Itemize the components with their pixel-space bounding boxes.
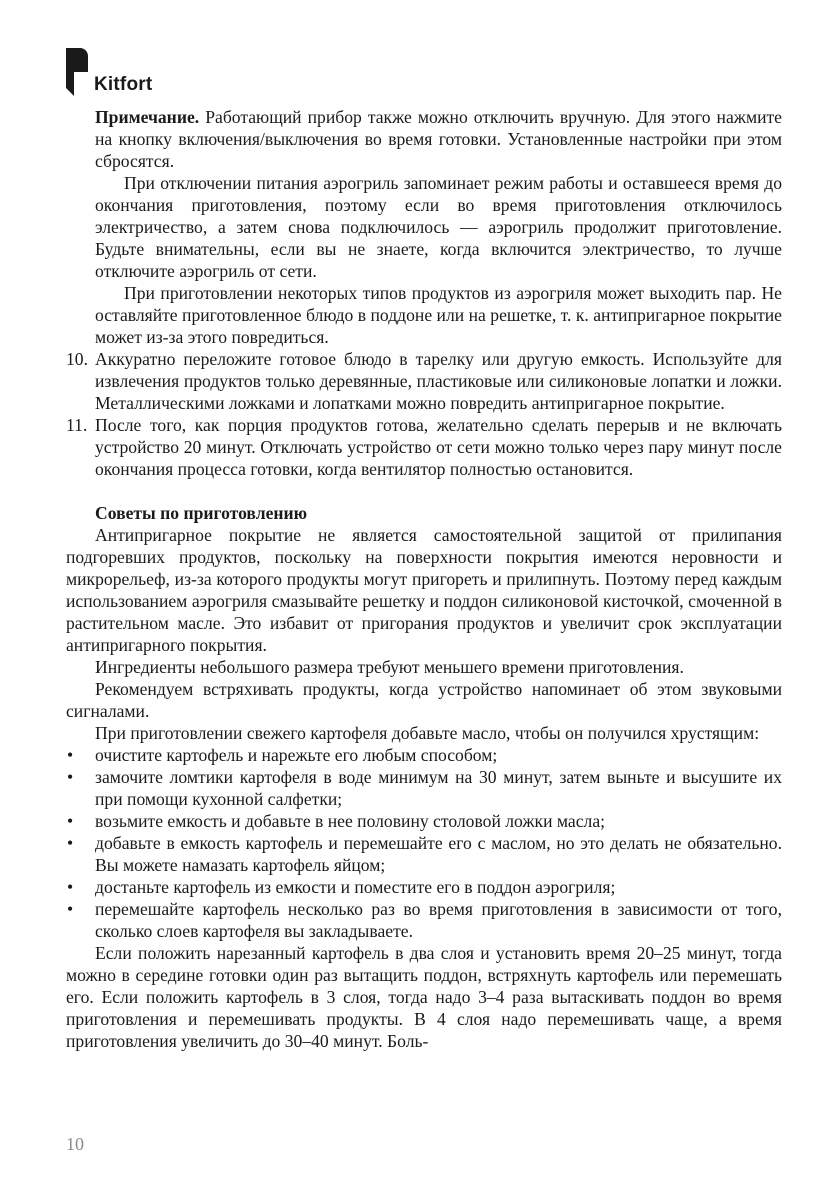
- page-content: [66, 106, 782, 1052]
- step-text: После того, как порция продуктов готова, желательно сделать перерыв и не включать устройство 20 минут. Отключать устройство от сети можно только через пару минут после окончания процесса готовки, когда вентилятор полностью остановится.: [95, 415, 782, 479]
- list-item: [66, 744, 782, 766]
- list-item: [66, 766, 782, 810]
- section-paragraph: Ингредиенты небольшого размера требуют меньшего времени приготовления.: [95, 657, 684, 677]
- list-item: [66, 876, 782, 898]
- bullet-icon: •: [67, 767, 74, 787]
- page-number: 10: [66, 1134, 84, 1154]
- bullet-icon: •: [67, 811, 74, 831]
- bullet-icon: •: [67, 745, 74, 765]
- step-item: [66, 414, 782, 480]
- step-text: Аккуратно переложите готовое блюдо в тарелку или другую емкость. Используйте для извлечения продуктов только деревянные, пластиковые или силиконовые лопатки и ложки. Металлическими ложками и лопатками можно повредить антипригарное покрытие.: [95, 349, 782, 413]
- list-item-text: возьмите емкость и добавьте в нее половину столовой ложки масла;: [95, 811, 606, 831]
- bullet-icon: •: [67, 877, 74, 897]
- list-item-text: очистите картофель и нарежьте его любым способом;: [95, 745, 498, 765]
- list-item: [66, 810, 782, 832]
- step-number: 10.: [66, 349, 88, 369]
- section-heading: Советы по приготовлению: [95, 503, 308, 523]
- steam-paragraph: При приготовлении некоторых типов продуктов из аэрогриля может выходить пар. Не оставляйте приготовленное блюдо в поддоне или на решетке, т. к. антипригарное покрытие может из-за этого повредиться.: [95, 283, 782, 347]
- power-loss-paragraph: При отключении питания аэрогриль запоминает режим работы и оставшееся время до окончания приготовления, поэтому если во время приготовления отключилось электричество, а затем снова подключилось — аэрогриль продолжит приготовление. Будьте внимательны, если вы не знаете, когда включится электричество, то лучше отключите аэрогриль от сети.: [95, 173, 782, 281]
- section-paragraph: Антипригарное покрытие не является самостоятельной защитой от прилипания подгоревших продуктов, поскольку на поверхности покрытия имеются неровности и микрорельеф, из-за которого продукты могут пригореть и прилипнуть. Поэтому перед каждым использованием аэрогриля смазывайте решетку и поддон силиконовой кисточкой, смоченной в растительном масле. Это избавит от пригорания продуктов и увеличит срок эксплуатации антипригарного покрытия.: [66, 525, 782, 655]
- list-item-text: добавьте в емкость картофель и перемешайте его с маслом, но это делать не обязательно. Вы можете намазать картофель яйцом;: [95, 833, 782, 875]
- list-item-text: перемешайте картофель несколько раз во время приготовления в зависимости от того, сколько слоев картофеля вы закладываете.: [95, 899, 782, 941]
- note-text: Работающий прибор также можно отключить вручную. Для этого нажмите на кнопку включения/выключения во время готовки. Установленные настройки при этом сбросятся.: [95, 107, 782, 171]
- bullet-icon: •: [67, 899, 74, 919]
- list-item: [66, 898, 782, 942]
- step-number: 11.: [66, 415, 88, 435]
- note-label: Примечание.: [95, 107, 200, 127]
- section-paragraph: При приготовлении свежего картофеля добавьте масло, чтобы он получился хрустящим:: [95, 723, 760, 743]
- bullet-icon: •: [67, 833, 74, 853]
- closing-paragraph: Если положить нарезанный картофель в два слоя и установить время 20–25 минут, тогда можно в середине готовки один раз вытащить поддон, встряхнуть картофель или перемешать его. Если положить картофель в 3 слоя, тогда надо 3–4 раза вытаскивать поддон во время приготовления и перемешивать продукты. В 4 слоя надо перемешивать чаще, а время приготовления увеличить до 30–40 минут. Боль-: [66, 943, 782, 1051]
- brand-name: Kitfort: [94, 74, 153, 95]
- potato-steps-list: [66, 744, 782, 942]
- kitfort-logo-mark: [66, 48, 88, 96]
- section-paragraph: Рекомендуем встряхивать продукты, когда устройство напоминает об этом звуковыми сигналами.: [66, 679, 782, 721]
- list-item-text: достаньте картофель из емкости и поместите его в поддон аэрогриля;: [95, 877, 616, 897]
- note-paragraph: [95, 106, 782, 172]
- list-item-text: замочите ломтики картофеля в воде минимум на 30 минут, затем выньте и высушите их при помощи кухонной салфетки;: [95, 767, 782, 809]
- list-item: [66, 832, 782, 876]
- step-item: [66, 348, 782, 414]
